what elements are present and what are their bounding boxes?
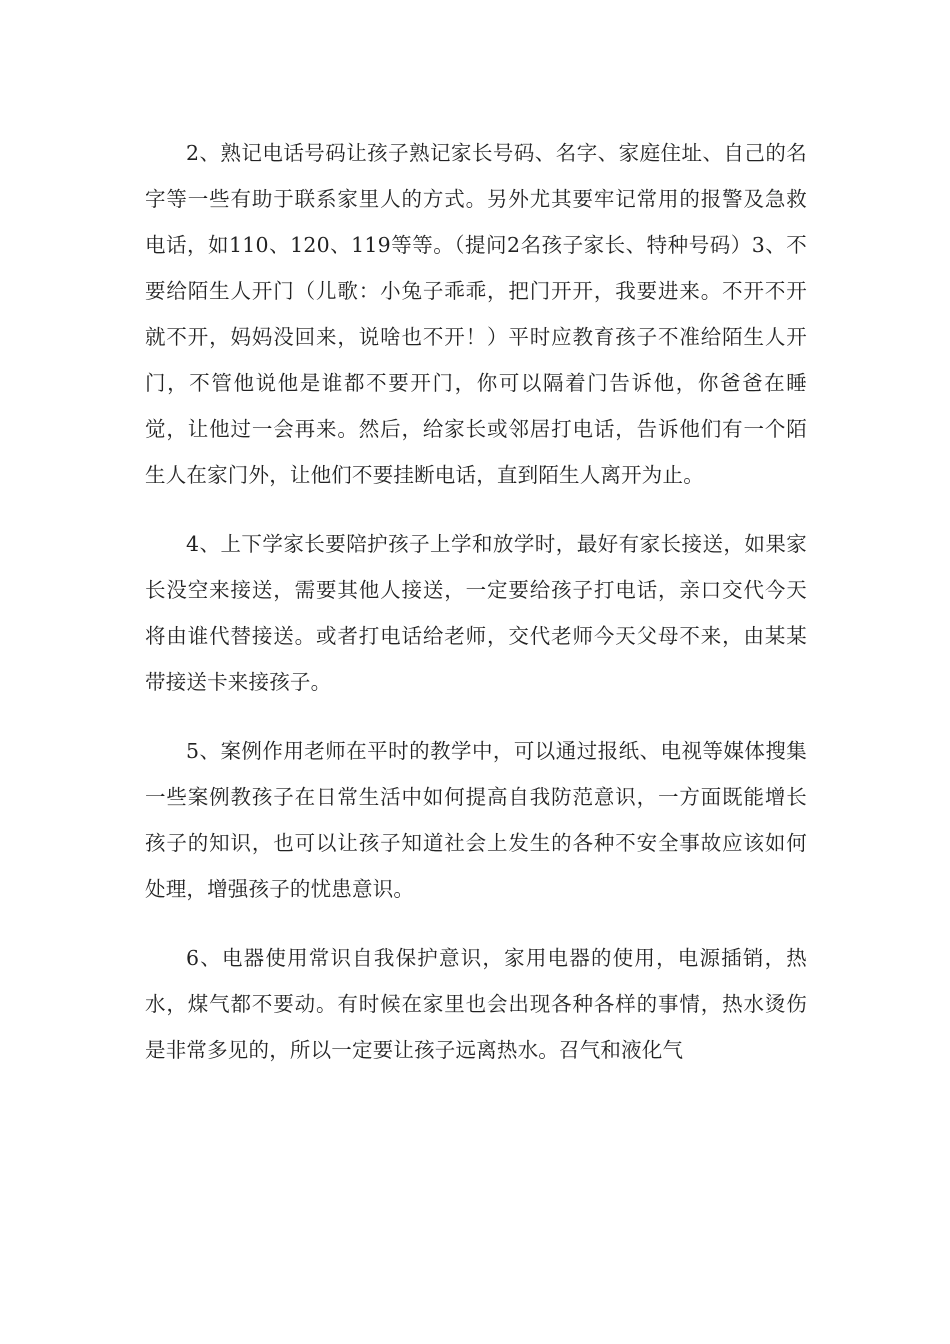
paragraph-case-study: 5、案例作用老师在平时的教学中，可以通过报纸、电视等媒体搜集一些案例教孩子在日常生活中如何提高自我防范意识，一方面既能增长孩子的知识，也可以让孩子知道社会上发生的各种不安全事故应该如何处理，增强孩子的忧患意识。 [145,739,807,901]
paragraph-electrical-safety: 6、电器使用常识自我保护意识，家用电器的使用，电源插销，热水，煤气都不要动。有时候在家里也会出现各种各样的事情，热水烫伤是非常多见的，所以一定要让孩子远离热水。召气和液化气 [145,946,807,1062]
paragraph-safety-phone-stranger: 2、熟记电话号码让孩子熟记家长号码、名字、家庭住址、自己的名字等一些有助于联系家里人的方式。另外尤其要牢记常用的报警及急救电话，如110、120、119等等。（提问2名孩子家长、特种号码）3、不要给陌生人开门（儿歌：小兔子乖乖，把门开开，我要进来。不开不开就不开，妈妈没回来，说啥也不开！）平时应教育孩子不准给陌生人开门，不管他说他是谁都不要开门，你可以隔着门告诉他，你爸爸在睡觉，让他过一会再来。然后，给家长或邻居打电话，告诉他们有一个陌生人在家门外，让他们不要挂断电话，直到陌生人离开为止。 [145,141,807,487]
document-body [145,130,807,1096]
paragraph-school-pickup: 4、上下学家长要陪护孩子上学和放学时，最好有家长接送，如果家长没空来接送，需要其他人接送，一定要给孩子打电话，亲口交代今天将由谁代替接送。或者打电话给老师，交代老师今天父母不来，由某某带接送卡来接孩子。 [145,532,807,694]
